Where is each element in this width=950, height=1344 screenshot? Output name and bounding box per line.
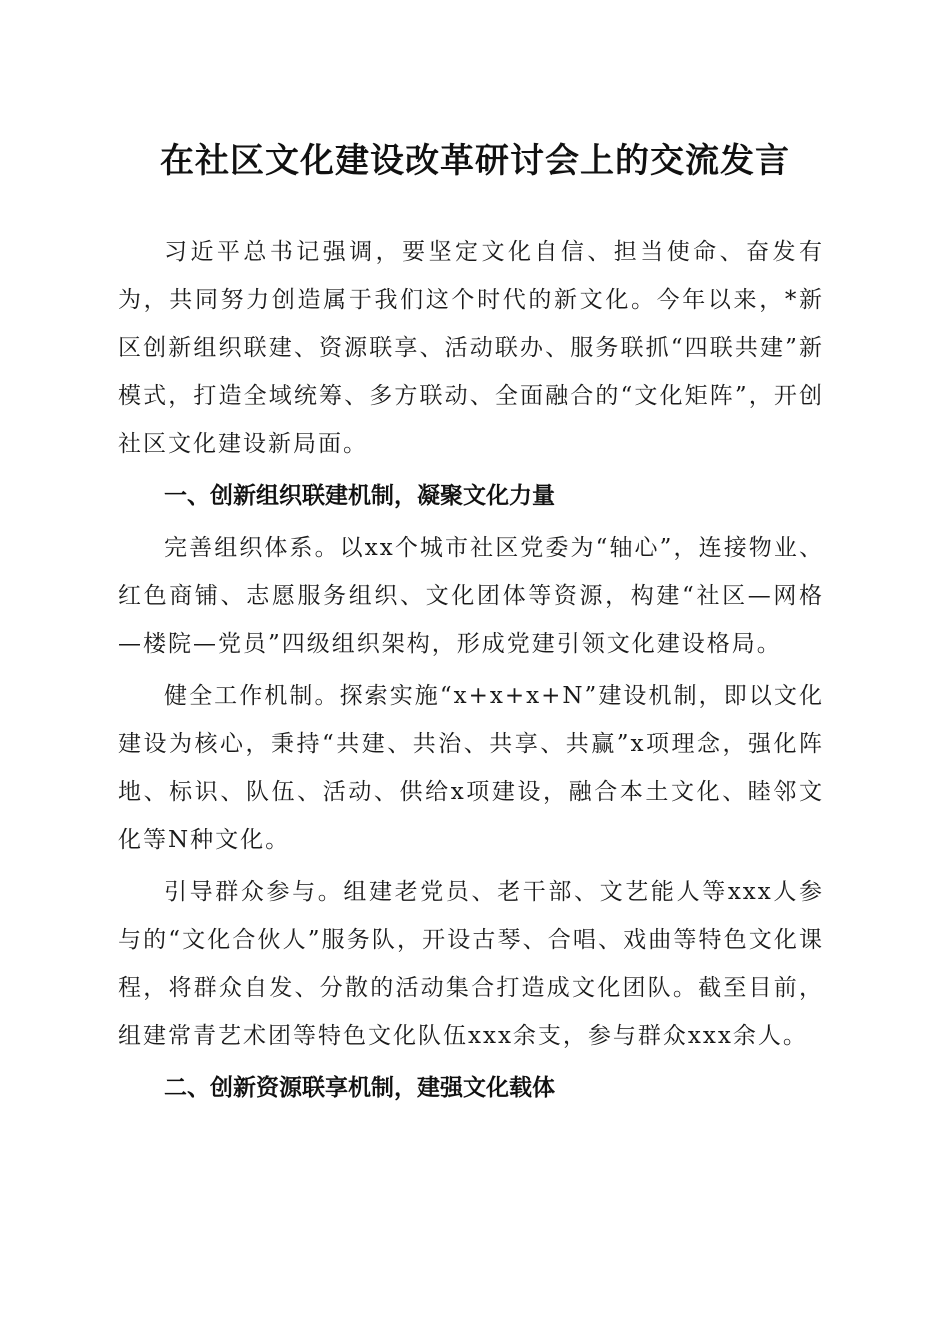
body-paragraph-organization: 完善组织体系。以xx个城市社区党委为“轴心”，连接物业、红色商铺、志愿服务组织、文化团体等资源，构建“社区—网格—楼院—党员”四级组织架构，形成党建引领文化建设格局。 (118, 535, 824, 657)
section-heading-2: 二、创新资源联享机制，建强文化载体 (164, 1075, 555, 1101)
body-paragraph-participation: 引导群众参与。组建老党员、老干部、文艺能人等xxx人参与的“文化合伙人”服务队，开设古琴、合唱、戏曲等特色文化课程，将群众自发、分散的活动集合打造成文化团队。截至目前，组建常青艺术团等特色文化队伍xxx余支，参与群众xxx余人。 (118, 879, 824, 1049)
document-title: 在社区文化建设改革研讨会上的交流发言 (160, 141, 790, 181)
section-heading-1: 一、创新组织联建机制，凝聚文化力量 (164, 483, 555, 509)
body-paragraph-intro: 习近平总书记强调，要坚定文化自信、担当使命、奋发有为，共同努力创造属于我们这个时代的新文化。今年以来，*新区创新组织联建、资源联享、活动联办、服务联抓“四联共建”新模式，打造全域统筹、多方联动、全面融合的“文化矩阵”，开创社区文化建设新局面。 (118, 239, 824, 457)
body-paragraph-mechanism: 健全工作机制。探索实施“x+x+x+N”建设机制，即以文化建设为核心，秉持“共建、共治、共享、共赢”x项理念，强化阵地、标识、队伍、活动、供给x项建设，融合本土文化、睦邻文化等N种文化。 (118, 683, 824, 853)
document-body (118, 228, 824, 1112)
